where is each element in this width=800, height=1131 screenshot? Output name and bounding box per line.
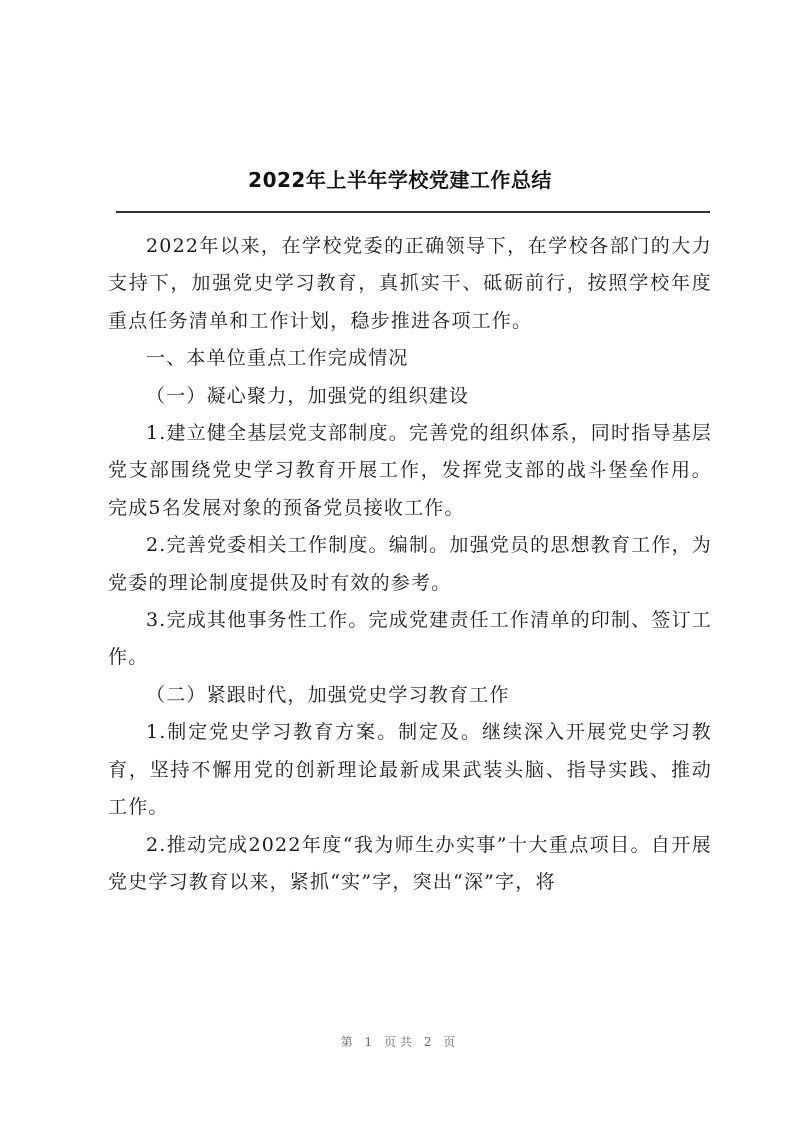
title-underline <box>116 211 710 213</box>
section-heading: 一、本单位重点工作完成情况 <box>146 347 409 370</box>
subsection-heading: （一）凝心聚力，加强党的组织建设 <box>146 384 470 407</box>
paragraph-item: 3.完成其他事务性工作。完成党建责任工作清单的印制、签订工作。 <box>108 609 712 669</box>
paragraph-intro: 2022年以来，在学校党委的正确领导下，在学校各部门的大力支持下，加强党史学习教育，真抓实干、砥砺前行，按照学校年度重点任务清单和工作计划，稳步推进各项工作。 <box>108 235 712 332</box>
paragraph-item: 1.制定党史学习教育方案。制定及。继续深入开展党史学习教育，坚持不懈用党的创新理论最新成果武装头脑、指导实践、推动工作。 <box>108 721 712 819</box>
paragraph-item: 1.建立健全基层党支部制度。完善党的组织体系，同时指导基层党支部围绕党史学习教育开展工作，发挥党支部的战斗堡垒作用。完成5名发展对象的预备党员接收工作。 <box>108 422 712 519</box>
subsection-heading: （二）紧跟时代，加强党史学习教育工作 <box>146 683 510 706</box>
document-body <box>108 228 712 901</box>
paragraph-item: 2.完善党委相关工作制度。编制。加强党员的思想教育工作，为党委的理论制度提供及时有效的参考。 <box>108 534 712 594</box>
page-number: 第 1 页共 2 页 <box>340 1035 460 1049</box>
document-title: 2022年上半年学校党建工作总结 <box>248 168 552 192</box>
paragraph-item: 2.推动完成2022年度“我为师生办实事”十大重点项目。自开展党史学习教育以来，紧抓“实”字，突出“深”字，将 <box>108 833 712 893</box>
